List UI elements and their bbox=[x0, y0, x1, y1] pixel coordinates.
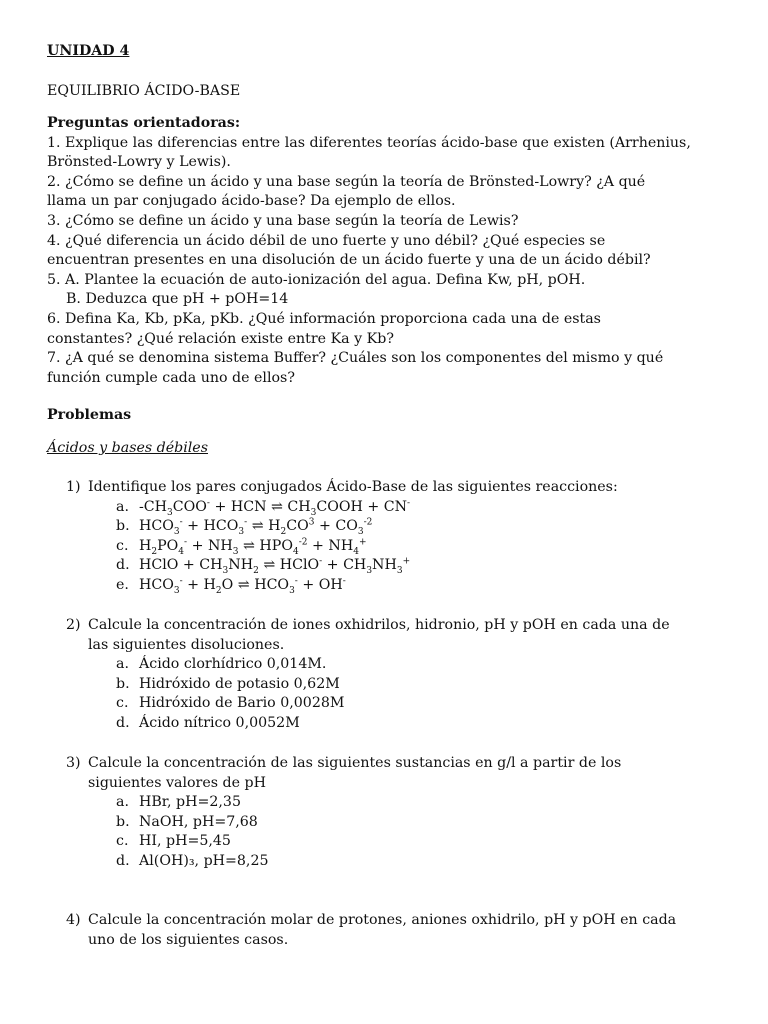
reaction-b: b. $HCO_3^- + HCO_3^-$ ⇌ $H_2CO^3 + CO_3^{-2}$ bbox=[116, 517, 373, 538]
unit-title: UNIDAD 4 bbox=[47, 43, 130, 59]
reaction-c: c. $H_2PO_4^- + NH_3$ ⇌ $HPO_4^{-2} + NH_4^+$ bbox=[116, 537, 367, 557]
guide-q1-cont: Brönsted-Lowry y Lewis). bbox=[47, 154, 231, 171]
guide-questions bbox=[47, 114, 691, 388]
guide-q7-cont: función cumple cada uno de ellos? bbox=[47, 369, 295, 386]
problem-3 bbox=[66, 754, 728, 872]
guide-heading: Preguntas orientadoras: bbox=[47, 115, 241, 131]
guide-q2: 2. ¿Cómo se define un ácido y una base según la teoría de Brönsted-Lowry? ¿A qué bbox=[47, 173, 646, 190]
problem-text: Calcule la concentración de iones oxhidrilos, hidronio, pH y pOH en cada una de bbox=[88, 617, 670, 633]
guide-q1: 1. Explique las diferencias entre las diferentes teorías ácido-base que existen (Arrhenius, bbox=[47, 134, 691, 151]
list-item: b. NaOH, pH=7,68 bbox=[116, 813, 258, 830]
reaction-e: e. $HCO_3^- + H_2O$ ⇌ $HCO_3^- + OH^-$ bbox=[116, 576, 346, 596]
list-item: b. Hidróxido de potasio 0,62M bbox=[116, 675, 340, 692]
problem-text-cont: siguientes valores de pH bbox=[88, 774, 266, 791]
problem-number: 1) bbox=[66, 479, 81, 495]
topic-title: EQUILIBRIO ÁCIDO-BASE bbox=[47, 83, 241, 99]
problem-text: Calcule la concentración de las siguientes sustancias en g/l a partir de los bbox=[88, 755, 622, 771]
problem-number: 2) bbox=[66, 617, 81, 633]
problems-heading: Problemas bbox=[47, 407, 132, 423]
list-item: c. HI, pH=5,45 bbox=[116, 833, 231, 850]
problem-text-cont: las siguientes disoluciones. bbox=[88, 636, 285, 653]
problem-number: 3) bbox=[66, 755, 81, 771]
problem-text: Identifique los pares conjugados Ácido-Base de las siguientes reacciones: bbox=[88, 479, 618, 495]
list-item: d. Al(OH)₃, pH=8,25 bbox=[116, 852, 269, 869]
list-item: c. Hidróxido de Bario 0,0028M bbox=[116, 695, 345, 712]
problem-4 bbox=[66, 911, 728, 950]
list-item: a. HBr, pH=2,35 bbox=[116, 794, 241, 811]
section-title: Ácidos y bases débiles bbox=[47, 440, 208, 456]
guide-q3: 3. ¿Cómo se define un ácido y una base según la teoría de Lewis? bbox=[47, 212, 519, 229]
reaction-a: a. $-CH_3COO^-$ + HCN ⇌ $CH_3COOH + CN^-$ bbox=[116, 497, 411, 518]
guide-q7: 7. ¿A qué se denomina sistema Buffer? ¿Cuáles son los componentes del mismo y qué bbox=[47, 350, 664, 367]
problem-text: Calcule la concentración molar de protones, aniones oxhidrilo, pH y pOH en cada bbox=[88, 912, 677, 928]
guide-q4: 4. ¿Qué diferencia un ácido débil de uno fuerte y uno débil? ¿Qué especies se bbox=[47, 232, 606, 249]
problem-2 bbox=[66, 616, 728, 734]
guide-q5: 5. A. Plantee la ecuación de auto-ionización del agua. Defina Kw, pH, pOH. bbox=[47, 271, 586, 288]
problem-text-cont: uno de los siguientes casos. bbox=[88, 931, 289, 948]
guide-q6: 6. Defina Ka, Kb, pKa, pKb. ¿Qué información proporciona cada una de estas bbox=[47, 310, 601, 327]
problem-1 bbox=[66, 478, 728, 596]
reaction-d: d. HClO + $CH_3NH_2$ ⇌ HClO- + $CH_3NH_3^+$ bbox=[116, 556, 411, 577]
guide-q6-cont: constantes? ¿Qué relación existe entre Ka y Kb? bbox=[47, 330, 394, 347]
list-item: d. Ácido nítrico 0,0052M bbox=[116, 714, 300, 731]
problem-number: 4) bbox=[66, 912, 81, 928]
guide-q2-cont: llama un par conjugado ácido-base? Da ejemplo de ellos. bbox=[47, 193, 456, 210]
guide-q4-cont: encuentran presentes en una disolución de un ácido fuerte y una de un ácido débil? bbox=[47, 252, 651, 269]
guide-q5-b: B. Deduzca que pH + pOH=14 bbox=[66, 291, 289, 308]
list-item: a. Ácido clorhídrico 0,014M. bbox=[116, 656, 327, 673]
